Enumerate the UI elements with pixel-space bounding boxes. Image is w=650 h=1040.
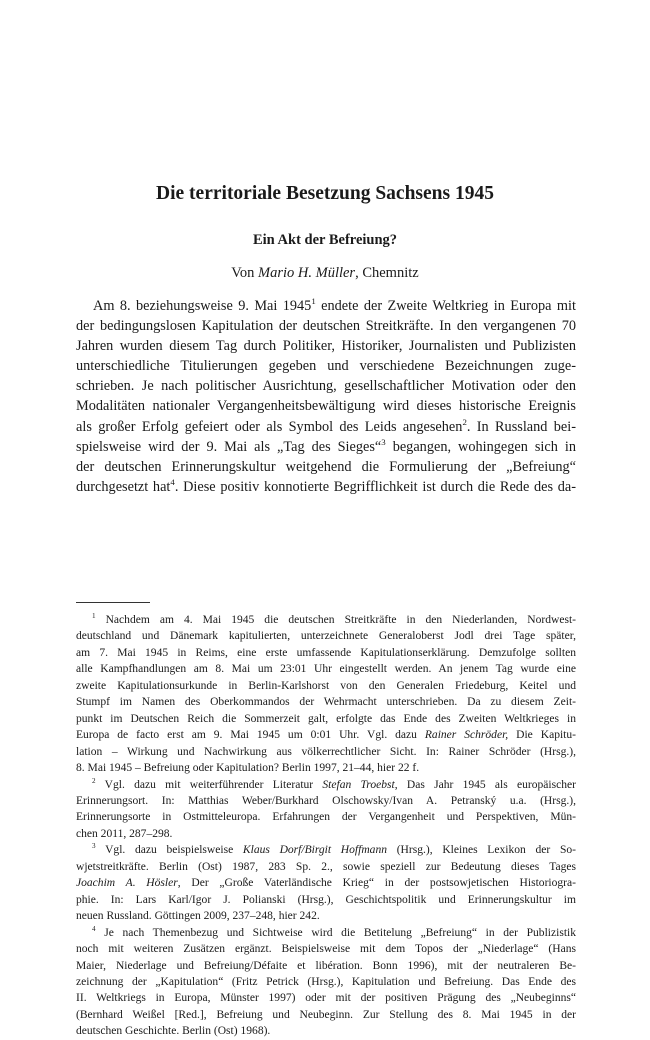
text-run: deutschen Geschichte. Berlin (Ost) 1968). bbox=[76, 1025, 271, 1038]
footnote-line bbox=[76, 694, 576, 710]
author-name: Mario H. Müller bbox=[258, 265, 356, 281]
footnote-line bbox=[76, 974, 576, 990]
footnotes bbox=[76, 612, 576, 1040]
text-run: Maier, Niederlage und Befreiung/Défaite et libération. Bonn 1996), mit der neutraleren Be- bbox=[76, 959, 576, 972]
text-run: neuen Russland. Göttingen 2009, 237–248, hier 242. bbox=[76, 910, 320, 923]
text-run: spielsweise wird der 9. Mai als „Tag des Sieges“ bbox=[76, 438, 382, 455]
author-prefix: Von bbox=[231, 265, 255, 281]
text-run: endete der Zweite Weltkrieg in Europa mit bbox=[315, 298, 576, 314]
footnote-line bbox=[76, 727, 576, 743]
footnote-line bbox=[76, 612, 576, 628]
text-run: (Bernhard Weißel [Red.], Befreiung und Neubeginn. Zur Stellung des 8. Mai 1945 in der bbox=[76, 1008, 576, 1021]
body-line bbox=[76, 457, 576, 477]
text-run: schrieben. Je nach politischer Ausrichtung, gesellschaftlicher Motivation oder den bbox=[76, 378, 576, 395]
footnote-number: 1 bbox=[92, 612, 96, 621]
footnote-line bbox=[76, 875, 576, 891]
text-run: wjetstreitkräfte. Berlin (Ost) 1987, 283 Sp. 2., sowie speziell zur Bedeutung dieses Tages bbox=[76, 860, 576, 873]
text-run: durchgesetzt hat bbox=[76, 478, 171, 495]
body-line bbox=[76, 336, 576, 356]
text-run: lation – Wirkung und Nachwirkung aus völkerrechtlicher Sicht. In: Rainer Schröder (Hrsg.), bbox=[76, 745, 576, 758]
text-run: Vgl. dazu beispielsweise bbox=[105, 844, 243, 857]
text-run: Je nach Themenbezug und Sichtweise wird die Betitelung „Befreiung“ in der Publizistik bbox=[104, 926, 577, 939]
footnote bbox=[76, 925, 576, 1040]
footnote-line bbox=[76, 628, 576, 644]
text-run: punkt im Deutschen Reich die Sommerzeit galt, erfolgte das Ende des Zweiten Weltkrieges in bbox=[76, 712, 576, 725]
text-run: zweite Kapitulationsurkunde in Berlin-Karlshorst von den Generalen Friedeburg, Keitel und bbox=[76, 679, 576, 692]
footnote-line bbox=[76, 678, 576, 694]
footnote-line bbox=[76, 1023, 576, 1039]
footnote-number: 3 bbox=[92, 842, 96, 851]
footnote-separator bbox=[76, 602, 150, 603]
text-run: zeichnung der „Kapitulation“ (Fritz Petrick (Hrsg.), Kapitulation und Befreiung. Das Ende des bbox=[76, 975, 576, 988]
text-run: II. Weltkriegs in Europa, Münster 1997) oder mit der positiven Prägung des „Neubeginns“ bbox=[76, 992, 576, 1005]
text-run: begangen, wohingegen sich in bbox=[385, 438, 576, 455]
text-run: der deutschen Erinnerungskultur weitgehend die Formulierung der „Befreiung“ bbox=[76, 458, 576, 475]
footnote bbox=[76, 842, 576, 924]
text-run: Stumpf im Namen des Oberkommandos der Wehrmacht unterschrieben. Da zu diesem Zeit- bbox=[76, 696, 576, 709]
body-paragraph bbox=[76, 296, 576, 497]
text-run: Vgl. dazu mit weiterführender Literatur bbox=[104, 778, 323, 791]
italic-text: Klaus Dorf/Birgit Hoffmann bbox=[242, 844, 387, 857]
footnote-line bbox=[76, 908, 576, 924]
footnote-number: 2 bbox=[92, 776, 96, 785]
footnote-reference: 3 bbox=[381, 436, 386, 447]
text-run: Erinnerungsort. In: Matthias Weber/Burkhard Olschowsky/Ivan A. Petranský u.a. (Hrsg.), bbox=[76, 794, 576, 807]
footnote bbox=[76, 777, 576, 843]
text-run: der bedingungslosen Kapitulation der deutschen Streitkräfte. In den vergangenen 70 bbox=[76, 318, 576, 335]
footnote-line bbox=[76, 892, 576, 908]
text-run: unterschiedliche Titulierungen gegeben und verschiedene Bezeichnungen zuge- bbox=[76, 358, 576, 375]
text-run: Die Kapitu- bbox=[508, 729, 576, 742]
body-line bbox=[76, 437, 576, 457]
text-run: am 7. Mai 1945 in Reims, eine erste umfassende Kapitulationserklärung. Demzufolge sollten bbox=[76, 646, 576, 659]
text-run: 8. Mai 1945 – Befreiung oder Kapitulation? Berlin 1997, 21–44, hier 22 f. bbox=[76, 762, 420, 775]
footnote-line bbox=[76, 826, 576, 842]
footnote-line bbox=[76, 760, 576, 776]
body-line bbox=[76, 356, 576, 376]
text-run: chen 2011, 287–298. bbox=[76, 827, 173, 840]
italic-text: Stefan Troebst bbox=[322, 778, 395, 791]
text-run: Europa de facto erst am 9. Mai 1945 um 0:01 Uhr. Vgl. dazu bbox=[76, 729, 425, 742]
footnote-line bbox=[76, 809, 576, 825]
body-line bbox=[76, 376, 576, 396]
text-run: Erinnerungsorte in Ostmitteleuropa. Erfahrungen der Vergangenheit und Perspektiven, Mün- bbox=[76, 811, 576, 824]
text-run: (Hrsg.), Kleines Lexikon der So- bbox=[387, 844, 576, 857]
text-run: als großer Erfolg gefeiert oder als Symbol des Leids angesehen bbox=[76, 418, 463, 435]
footnote-line bbox=[76, 1007, 576, 1023]
footnote-reference: 1 bbox=[311, 296, 316, 307]
footnote bbox=[76, 612, 576, 777]
body-line bbox=[76, 296, 576, 316]
footnote-line bbox=[76, 842, 576, 858]
author-line bbox=[0, 265, 650, 282]
text-run: , Der „Große Vaterländische Krieg“ in der postsowjetischen Historiogra- bbox=[177, 877, 576, 890]
footnote-reference: 4 bbox=[170, 477, 175, 488]
footnote-line bbox=[76, 645, 576, 661]
footnote-line bbox=[76, 777, 576, 793]
text-run: . In Russland bei- bbox=[466, 418, 576, 435]
footnote-line bbox=[76, 990, 576, 1006]
italic-text: Joachim A. Hösler bbox=[76, 877, 178, 890]
footnote-line bbox=[76, 711, 576, 727]
body-line bbox=[76, 417, 576, 437]
italic-text: Rainer Schröder, bbox=[424, 729, 509, 742]
text-run: Nachdem am 4. Mai 1945 die deutschen Streitkräfte in den Niederlanden, Nordwest- bbox=[105, 614, 577, 626]
text-run: phie. In: Lars Karl/Igor J. Polianski (Hrsg.), Geschichtspolitik und Erinnerungskultur im bbox=[76, 893, 576, 906]
author-affiliation: , Chemnitz bbox=[355, 265, 419, 281]
text-run: deutschland und Dänemark kapitulierten, unterzeichnete Generaloberst Jodl drei Tage später, bbox=[76, 630, 576, 643]
article-subtitle: Ein Akt der Befreiung? bbox=[252, 232, 398, 248]
footnote-reference: 2 bbox=[462, 416, 467, 427]
body-line bbox=[76, 477, 576, 497]
text-run: Modalitäten nationaler Vergangenheitsbewältigung wird dieses historische Ereignis bbox=[76, 398, 576, 415]
text-run: Jahren wurden diesem Tag durch Politiker, Historiker, Journalisten und Publizisten bbox=[76, 338, 576, 355]
text-run: . Diese positiv konnotierte Begrifflichkeit ist durch die Rede des da- bbox=[174, 478, 576, 495]
footnote-line bbox=[76, 793, 576, 809]
text-run: , Das Jahr 1945 als europäischer bbox=[394, 778, 576, 791]
footnote-line bbox=[76, 958, 576, 974]
footnote-number: 4 bbox=[92, 924, 96, 933]
text-run: Am 8. beziehungsweise 9. Mai 1945 bbox=[93, 298, 312, 314]
footnote-line bbox=[76, 744, 576, 760]
text-run: alle Kampfhandlungen am 8. Mai um 23:01 Uhr eingestellt werden. An jenem Tag wurde eine bbox=[76, 663, 576, 676]
footnote-line bbox=[76, 941, 576, 957]
footnote-line bbox=[76, 661, 576, 677]
body-line bbox=[76, 316, 576, 336]
body-line bbox=[76, 396, 576, 416]
footnote-line bbox=[76, 925, 576, 941]
footnote-line bbox=[76, 859, 576, 875]
article-title: Die territoriale Besetzung Sachsens 1945 bbox=[156, 183, 494, 204]
text-run: noch mit weiteren Zusätzen ergänzt. Beispielsweise mit dem Topos der „Niederlage“ (Hans bbox=[76, 943, 576, 956]
